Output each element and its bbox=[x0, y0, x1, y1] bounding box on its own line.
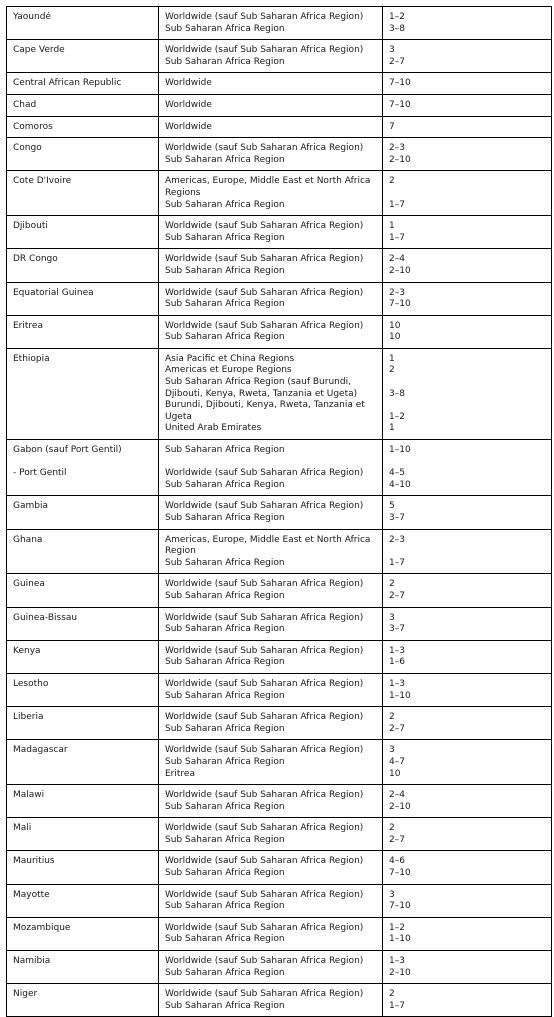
table-row bbox=[7, 740, 552, 785]
table-body bbox=[7, 7, 552, 1017]
country-cell: Madagascar bbox=[7, 740, 159, 785]
days-cell: 3 2–7 bbox=[383, 40, 552, 73]
country-cell: Guinea-Bissau bbox=[7, 607, 159, 640]
table-row bbox=[7, 496, 552, 529]
days-cell: 2 2–7 bbox=[383, 818, 552, 851]
days-cell: 2 1–7 bbox=[383, 171, 552, 216]
days-cell: 2–3 2–10 bbox=[383, 138, 552, 171]
regions-cell: Worldwide bbox=[159, 116, 383, 138]
table-row bbox=[7, 73, 552, 95]
country-cell: Equatorial Guinea bbox=[7, 282, 159, 315]
regions-cell: Worldwide (sauf Sub Saharan Africa Region) Sub Saharan Africa Region bbox=[159, 707, 383, 740]
country-cell: Chad bbox=[7, 94, 159, 116]
regions-cell: Worldwide (sauf Sub Saharan Africa Region) Sub Saharan Africa Region bbox=[159, 40, 383, 73]
regions-cell: Worldwide (sauf Sub Saharan Africa Region) Sub Saharan Africa Region bbox=[159, 951, 383, 984]
table-row bbox=[7, 7, 552, 40]
days-cell: 1 1–7 bbox=[383, 216, 552, 249]
days-cell: 1–2 1–10 bbox=[383, 917, 552, 950]
country-cell: Mozambique bbox=[7, 917, 159, 950]
regions-cell: Worldwide (sauf Sub Saharan Africa Region) Sub Saharan Africa Region bbox=[159, 917, 383, 950]
regions-cell: Worldwide (sauf Sub Saharan Africa Region) Sub Saharan Africa Region bbox=[159, 574, 383, 607]
table-row bbox=[7, 607, 552, 640]
regions-cell: Worldwide (sauf Sub Saharan Africa Region) Sub Saharan Africa Region bbox=[159, 7, 383, 40]
regions-cell: Asia Pacific et China Regions Americas et Europe Regions Sub Saharan Africa Region (sauf Burundi, Djibouti, Kenya, Rweta, Tanzania et Ugeta) Burundi, Djibouti, Kenya, Rweta, Tanzania et Ugeta United Arab Emirates bbox=[159, 348, 383, 439]
days-cell: 1–2 3–8 bbox=[383, 7, 552, 40]
days-cell: 10 10 bbox=[383, 315, 552, 348]
regions-cell: Worldwide (sauf Sub Saharan Africa Region) Sub Saharan Africa Region Eritrea bbox=[159, 740, 383, 785]
days-cell: 2 1–7 bbox=[383, 984, 552, 1017]
regions-cell: Sub Saharan Africa Region Worldwide (sauf Sub Saharan Africa Region) Sub Saharan Africa Region bbox=[159, 440, 383, 496]
regions-cell: Worldwide (sauf Sub Saharan Africa Region) Sub Saharan Africa Region bbox=[159, 640, 383, 673]
regions-cell: Worldwide (sauf Sub Saharan Africa Region) Sub Saharan Africa Region bbox=[159, 249, 383, 282]
days-cell: 1 2 3–8 1–2 1 bbox=[383, 348, 552, 439]
country-cell: Comoros bbox=[7, 116, 159, 138]
table-row bbox=[7, 951, 552, 984]
country-cell: Guinea bbox=[7, 574, 159, 607]
country-cell: Ethiopia bbox=[7, 348, 159, 439]
table-row bbox=[7, 818, 552, 851]
country-cell: Namibia bbox=[7, 951, 159, 984]
country-cell: DR Congo bbox=[7, 249, 159, 282]
days-cell: 2–3 1–7 bbox=[383, 529, 552, 574]
table-row bbox=[7, 707, 552, 740]
days-cell: 1–3 2–10 bbox=[383, 951, 552, 984]
country-cell: Cote D'Ivoire bbox=[7, 171, 159, 216]
regions-cell: Worldwide bbox=[159, 73, 383, 95]
days-cell: 2–4 2–10 bbox=[383, 249, 552, 282]
regions-cell: Worldwide (sauf Sub Saharan Africa Region) Sub Saharan Africa Region bbox=[159, 785, 383, 818]
transit-table bbox=[6, 6, 552, 1017]
regions-cell: Worldwide (sauf Sub Saharan Africa Region) Sub Saharan Africa Region bbox=[159, 496, 383, 529]
regions-cell: Worldwide (sauf Sub Saharan Africa Region) Sub Saharan Africa Region bbox=[159, 216, 383, 249]
regions-cell: Worldwide (sauf Sub Saharan Africa Region) Sub Saharan Africa Region bbox=[159, 607, 383, 640]
days-cell: 3 4–7 10 bbox=[383, 740, 552, 785]
days-cell: 3 3–7 bbox=[383, 607, 552, 640]
country-cell: Kenya bbox=[7, 640, 159, 673]
regions-cell: Worldwide (sauf Sub Saharan Africa Region) Sub Saharan Africa Region bbox=[159, 851, 383, 884]
table-row bbox=[7, 917, 552, 950]
table-row bbox=[7, 315, 552, 348]
table-row bbox=[7, 116, 552, 138]
country-cell: Congo bbox=[7, 138, 159, 171]
table-row bbox=[7, 171, 552, 216]
table-row bbox=[7, 440, 552, 496]
table-row bbox=[7, 529, 552, 574]
regions-cell: Worldwide (sauf Sub Saharan Africa Region) Sub Saharan Africa Region bbox=[159, 673, 383, 706]
regions-cell: Worldwide (sauf Sub Saharan Africa Region) Sub Saharan Africa Region bbox=[159, 282, 383, 315]
table-row bbox=[7, 851, 552, 884]
days-cell: 3 7–10 bbox=[383, 884, 552, 917]
table-row bbox=[7, 216, 552, 249]
table-row bbox=[7, 348, 552, 439]
days-cell: 1–3 1–6 bbox=[383, 640, 552, 673]
table-row bbox=[7, 40, 552, 73]
transit-times-document bbox=[6, 6, 551, 1017]
regions-cell: Worldwide (sauf Sub Saharan Africa Region) Sub Saharan Africa Region bbox=[159, 984, 383, 1017]
table-row bbox=[7, 282, 552, 315]
regions-cell: Worldwide (sauf Sub Saharan Africa Region) Sub Saharan Africa Region bbox=[159, 818, 383, 851]
table-row bbox=[7, 640, 552, 673]
days-cell: 4–6 7–10 bbox=[383, 851, 552, 884]
country-cell: Mauritius bbox=[7, 851, 159, 884]
country-cell: Eritrea bbox=[7, 315, 159, 348]
table-row bbox=[7, 785, 552, 818]
table-row bbox=[7, 984, 552, 1017]
regions-cell: Worldwide (sauf Sub Saharan Africa Region) Sub Saharan Africa Region bbox=[159, 884, 383, 917]
country-cell: Liberia bbox=[7, 707, 159, 740]
country-cell: Mali bbox=[7, 818, 159, 851]
days-cell: 1–3 1–10 bbox=[383, 673, 552, 706]
country-cell: Ghana bbox=[7, 529, 159, 574]
country-cell: Central African Republic bbox=[7, 73, 159, 95]
table-row bbox=[7, 249, 552, 282]
country-cell: Mayotte bbox=[7, 884, 159, 917]
country-cell: Gambia bbox=[7, 496, 159, 529]
days-cell: 2 2–7 bbox=[383, 574, 552, 607]
table-row bbox=[7, 673, 552, 706]
days-cell: 1–10 4–5 4–10 bbox=[383, 440, 552, 496]
table-row bbox=[7, 138, 552, 171]
days-cell: 2–3 7–10 bbox=[383, 282, 552, 315]
country-cell: Malawi bbox=[7, 785, 159, 818]
days-cell: 7 bbox=[383, 116, 552, 138]
table-row bbox=[7, 94, 552, 116]
days-cell: 7–10 bbox=[383, 73, 552, 95]
country-cell: Gabon (sauf Port Gentil) - Port Gentil bbox=[7, 440, 159, 496]
regions-cell: Worldwide (sauf Sub Saharan Africa Region) Sub Saharan Africa Region bbox=[159, 315, 383, 348]
country-cell: Cape Verde bbox=[7, 40, 159, 73]
regions-cell: Americas, Europe, Middle East et North Africa Region Sub Saharan Africa Region bbox=[159, 529, 383, 574]
days-cell: 2–4 2–10 bbox=[383, 785, 552, 818]
days-cell: 7–10 bbox=[383, 94, 552, 116]
country-cell: Djibouti bbox=[7, 216, 159, 249]
regions-cell: Worldwide bbox=[159, 94, 383, 116]
table-row bbox=[7, 884, 552, 917]
country-cell: Niger bbox=[7, 984, 159, 1017]
country-cell: Yaoundé bbox=[7, 7, 159, 40]
table-row bbox=[7, 574, 552, 607]
regions-cell: Worldwide (sauf Sub Saharan Africa Region) Sub Saharan Africa Region bbox=[159, 138, 383, 171]
days-cell: 5 3–7 bbox=[383, 496, 552, 529]
days-cell: 2 2–7 bbox=[383, 707, 552, 740]
country-cell: Lesotho bbox=[7, 673, 159, 706]
regions-cell: Americas, Europe, Middle East et North Africa Regions Sub Saharan Africa Region bbox=[159, 171, 383, 216]
